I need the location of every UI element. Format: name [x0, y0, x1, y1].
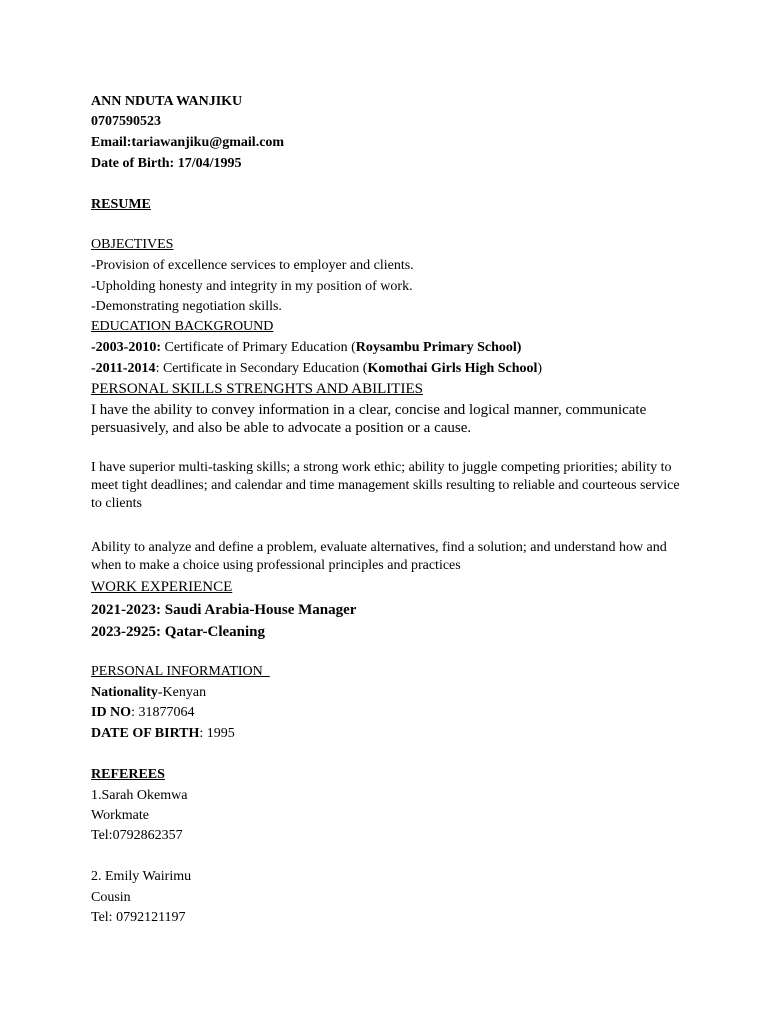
applicant-phone: 0707590523 — [91, 114, 161, 129]
objective-item: -Provision of excellence services to employer and clients. — [91, 258, 414, 273]
education-years: -2003-2010: — [91, 340, 161, 355]
skills-paragraph: I have the ability to convey information in a clear, concise and logical manner, communicate persuasively, and also be able to advocate a position or a cause. — [91, 402, 647, 436]
objective-item: -Demonstrating negotiation skills. — [91, 299, 282, 314]
work-item: 2023-2925: Qatar-Cleaning — [91, 624, 266, 640]
education-years: -2011-2014 — [91, 361, 156, 376]
skills-paragraph: Ability to analyze and define a problem, evaluate alternatives, find a solution; and understand how and when to make a choice using professional principles and practices — [91, 540, 667, 573]
nationality-label: Nationality — [91, 685, 158, 700]
nationality-line — [91, 685, 206, 701]
education-school: Roysambu Primary School) — [355, 340, 522, 355]
id-line — [91, 705, 194, 721]
skills-heading: PERSONAL SKILLS STRENGHTS AND ABILITIES — [91, 381, 423, 397]
education-text: Certificate of Primary Education ( — [161, 340, 356, 355]
personal-dob-value: : 1995 — [199, 726, 235, 741]
applicant-name: ANN NDUTA WANJIKU — [91, 94, 243, 109]
education-heading: EDUCATION BACKGROUND — [91, 319, 274, 334]
personal-dob-label: DATE OF BIRTH — [91, 726, 200, 741]
skills-paragraph: I have superior multi-tasking skills; a strong work ethic; ability to juggle competing priorities; ability to meet tight deadlines; and calendar and time management skills resulting to reliable and courteous service to clients — [91, 460, 680, 511]
education-school: Komothai Girls High School — [367, 361, 538, 376]
resume-heading: RESUME — [91, 197, 151, 212]
education-close: ) — [537, 361, 543, 376]
nationality-value: -Kenyan — [157, 685, 207, 700]
referee-relation: Workmate — [91, 808, 149, 823]
personal-dob-line — [91, 726, 235, 742]
education-entry — [91, 361, 542, 377]
education-entry — [91, 340, 521, 356]
applicant-email: Email:tariawanjiku@gmail.com — [91, 135, 285, 150]
education-text: : Certificate in Secondary Education ( — [155, 361, 368, 376]
referee-name: 1.Sarah Okemwa — [91, 788, 188, 803]
referee-tel: Tel: 0792121197 — [91, 910, 186, 925]
id-label: ID NO — [91, 705, 132, 720]
objectives-heading: OBJECTIVES — [91, 237, 174, 252]
id-value: : 31877064 — [131, 705, 195, 720]
referee-name: 2. Emily Wairimu — [91, 869, 192, 884]
work-heading: WORK EXPERIENCE — [91, 579, 233, 595]
work-item: 2021-2023: Saudi Arabia-House Manager — [91, 602, 357, 618]
personal-info-heading: PERSONAL INFORMATION — [91, 664, 270, 679]
referee-relation: Cousin — [91, 890, 131, 905]
applicant-dob: Date of Birth: 17/04/1995 — [91, 156, 242, 171]
referees-heading: REFEREES — [91, 767, 165, 782]
objective-item: -Upholding honesty and integrity in my position of work. — [91, 279, 413, 294]
referee-tel: Tel:0792862357 — [91, 828, 183, 843]
